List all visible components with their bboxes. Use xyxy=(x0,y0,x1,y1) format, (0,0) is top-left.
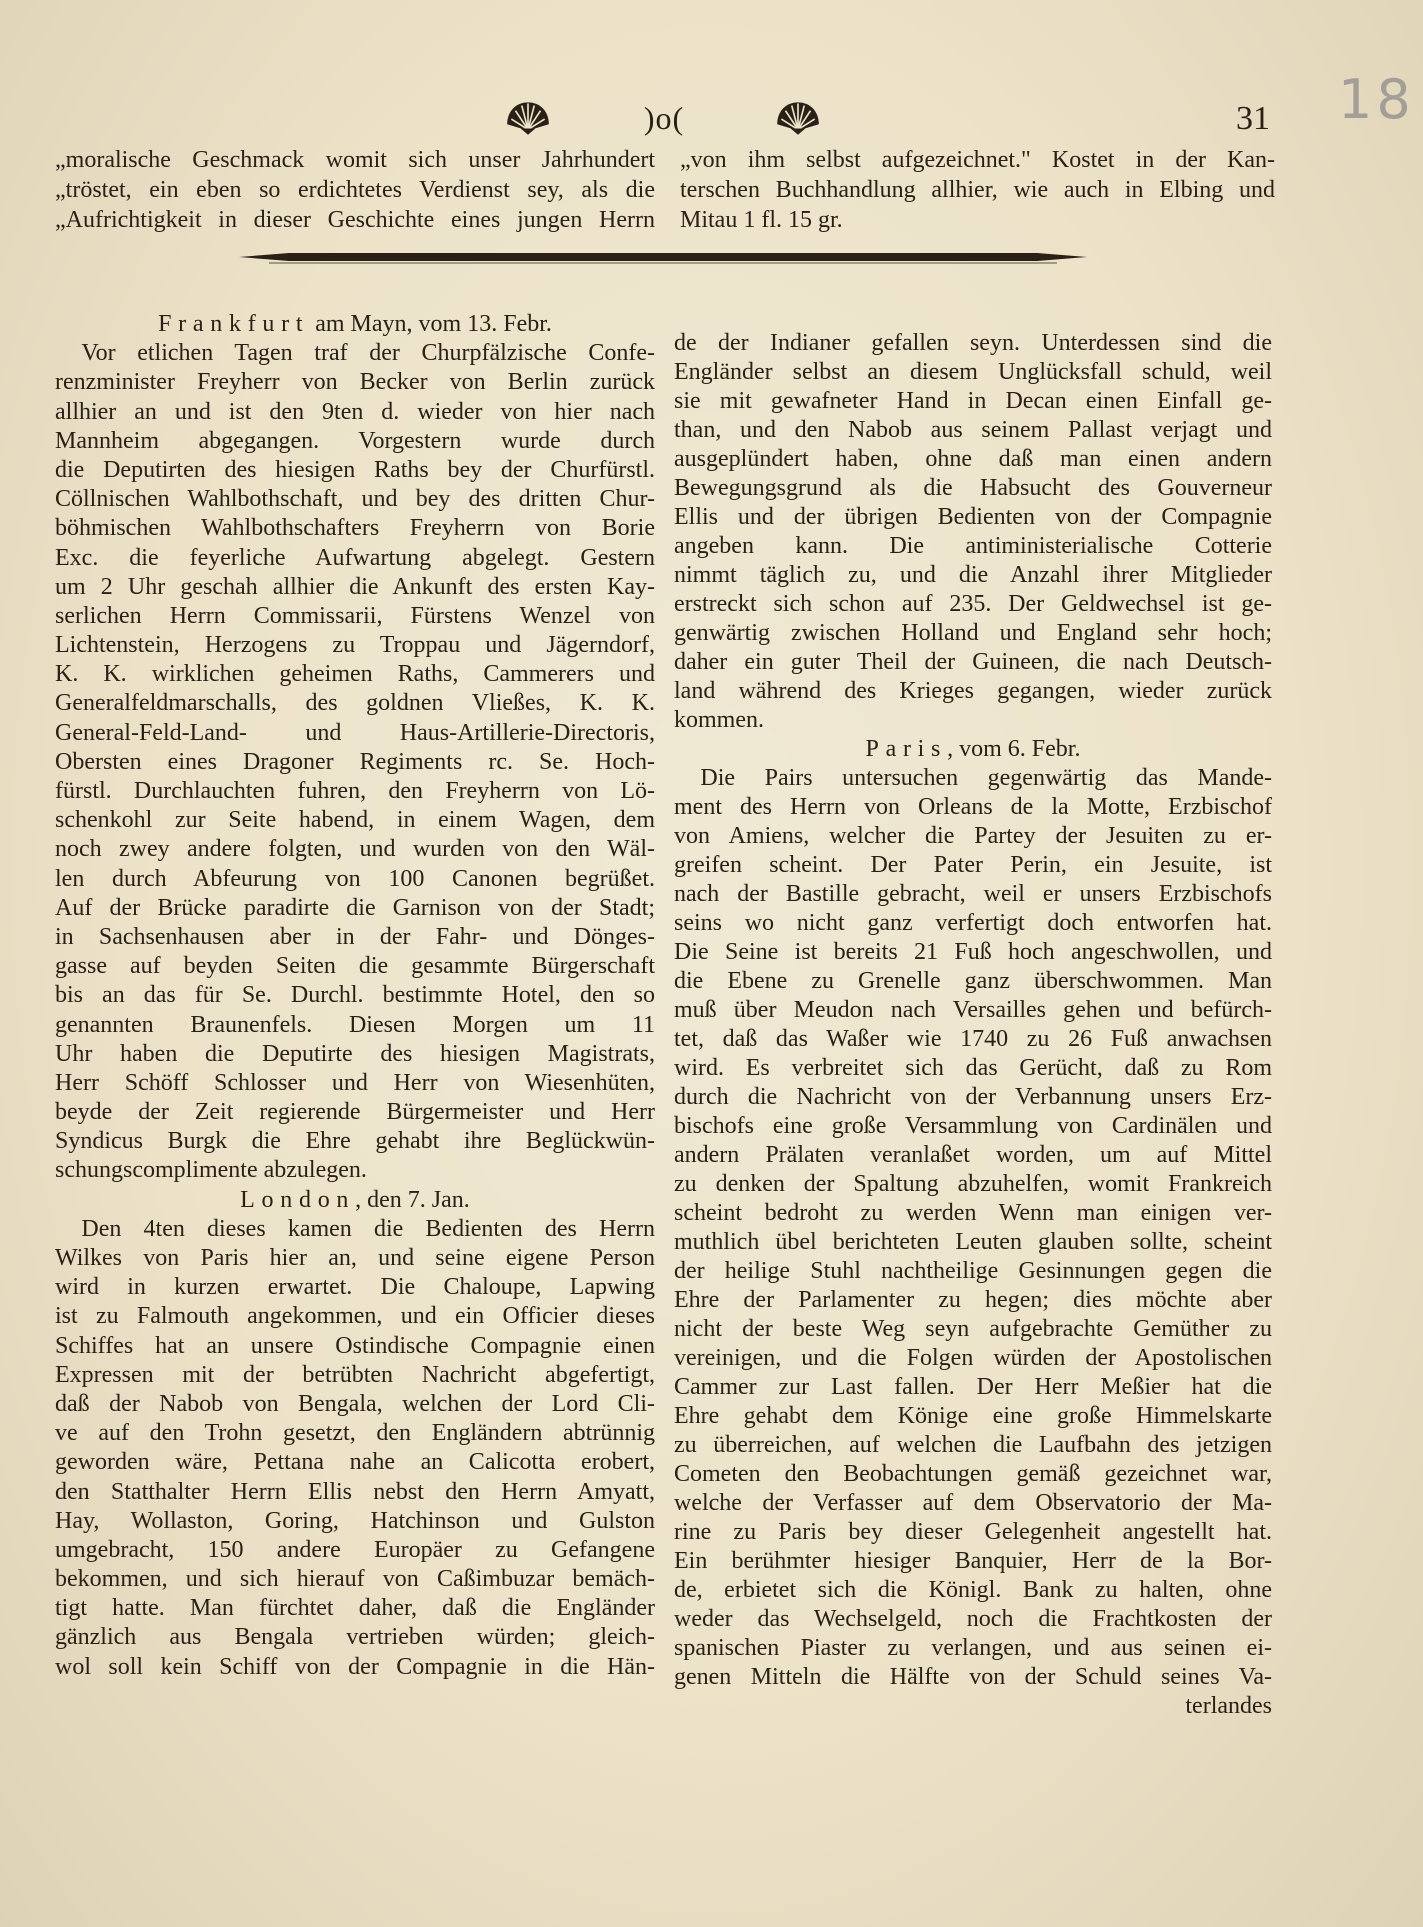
article-body-london-continued xyxy=(674,329,1272,735)
text-line: bischofs eine große Versammlung von Cardinälen und xyxy=(674,1113,1272,1139)
text-line: tet, daß das Waßer wie 1740 zu 26 Fuß anwachsen xyxy=(674,1026,1272,1052)
continued-text-left-column xyxy=(55,145,655,235)
text-line: Ellis und der übrigen Bedienten von der Compagnie xyxy=(674,504,1272,530)
text-line: nicht der beste Weg seyn aufgebrachte Gemüther zu xyxy=(674,1316,1272,1342)
text-line: Syndicus Burgk die Ehre gehabt ihre Beglückwün- xyxy=(55,1128,655,1155)
text-line: daß der Nabob von Bengala, welchen der Lord Cli- xyxy=(55,1390,655,1417)
text-line: ment des Herrn von Orleans de la Motte, Erzbischof xyxy=(674,794,1272,820)
text-line: seins wo nicht ganz verfertigt doch entworfen hat. xyxy=(674,910,1272,936)
text-line: Mannheim abgegangen. Vorgestern wurde durch xyxy=(55,427,655,454)
text-line: Vor etlichen Tagen traf der Churpfälzische Confe- xyxy=(81,340,655,367)
handwritten-archive-number: 18 xyxy=(1338,68,1415,131)
text-line: de, erbietet sich die Königl. Bank zu halten, ohne xyxy=(674,1577,1272,1603)
text-line: genannten Braunenfels. Diesen Morgen um 11 xyxy=(55,1011,655,1038)
text-line: schenkohl zur Seite habend, in einem Wagen, dem xyxy=(55,807,655,834)
dateline-place: London xyxy=(240,1186,356,1213)
text-line: böhmischen Wahlbothschafters Freyherrn von Borie xyxy=(55,515,655,542)
text-line: zu überreichen, auf welchen die Laufbahn des jetzigen xyxy=(674,1432,1272,1458)
text-line: Exc. die feyerliche Aufwartung abgelegt. Gestern xyxy=(55,544,655,571)
text-line: Herr Schöff Schlosser und Herr von Wiesenhüten, xyxy=(55,1069,655,1096)
text-line: erstreckt sich schon auf 235. Der Geldwechsel ist ge- xyxy=(674,591,1272,617)
text-line: muthlich übel berichteten Leuten glauben sollte, scheint xyxy=(674,1229,1272,1255)
text-line: scheint bedroht zu werden Wenn man einigen ver- xyxy=(674,1200,1272,1226)
text-line: in Sachsenhausen aber in der Fahr- und Dönges- xyxy=(55,923,655,950)
article-body-paris xyxy=(674,764,1272,1692)
text-line: genwärtig zwischen Holland und England sehr hoch; xyxy=(674,620,1272,646)
text-line: der heilige Stuhl nachtheilige Gesinnungen gegen die xyxy=(674,1258,1272,1284)
text-line: Die Seine ist bereits 21 Fuß hoch angeschwollen, und xyxy=(674,939,1272,965)
text-line: Uhr haben die Deputirte des hiesigen Magistrats, xyxy=(55,1040,655,1067)
text-line: len durch Abfeurung von 100 Canonen begrüßet. xyxy=(55,865,655,892)
text-line: muß über Meudon nach Versailles gehen und befürch- xyxy=(674,997,1272,1023)
text-line: than, und den Nabob aus seinem Pallast verjagt und xyxy=(674,417,1272,443)
text-line: Die Pairs untersuchen gegenwärtig das Mande- xyxy=(700,765,1272,791)
text-line: „Aufrichtigkeit in dieser Geschichte eines jungen Herrn xyxy=(55,207,655,233)
text-line: sie mit gewafneter Hand in Decan einen Einfall ge- xyxy=(674,388,1272,414)
text-line: ve auf den Trohn gesetzt, den Engländern abtrünnig xyxy=(55,1420,655,1447)
text-line: geworden wäre, Pettana nahe an Calicotta erobert, xyxy=(55,1449,655,1476)
dateline-place: Frankfurt xyxy=(158,311,310,337)
text-line: Cöllnischen Wahlbothschaft, und bey des dritten Chur- xyxy=(55,486,655,513)
right-column xyxy=(674,329,1272,1721)
text-line: General-Feld-Land- und Haus-Artillerie-Directoris, xyxy=(55,719,655,746)
text-line: die Ebene zu Grenelle ganz überschwommen. Man xyxy=(674,968,1272,994)
text-line: durch die Nachricht von der Verbannung unsers Erz- xyxy=(674,1084,1272,1110)
text-line: angeben kann. Die antiministerialische Cotterie xyxy=(674,533,1272,559)
text-line: rine zu Paris bey dieser Gelegenheit angestellt hat. xyxy=(674,1519,1272,1545)
text-line: andern Prälaten veranlaßet worden, um auf Mittel xyxy=(674,1142,1272,1168)
text-line: Wilkes von Paris hier an, und seine eigene Person xyxy=(55,1245,655,1271)
text-line: Bewegungsgrund als die Habsucht des Gouverneur xyxy=(674,475,1272,501)
text-line: renzminister Freyherr von Becker von Berlin zurück xyxy=(55,369,655,396)
text-line: beyde der Zeit regierende Bürgermeister und Herr xyxy=(55,1099,655,1126)
continued-paragraph xyxy=(680,145,1275,235)
text-line: kommen. xyxy=(674,707,764,733)
text-line: Engländer selbst an diesem Unglücksfall schuld, weil xyxy=(674,359,1272,385)
text-line: Lichtenstein, Herzogens zu Troppau und Jägerndorf, xyxy=(55,632,655,659)
text-line: daher ein guter Theil der Guineen, die nach Deutsch- xyxy=(674,649,1272,675)
text-line: Ehre gehabt dem Könige eine große Himmelskarte xyxy=(674,1403,1272,1429)
text-line: Expressen mit der betrübten Nachricht abgefertigt, xyxy=(55,1361,655,1388)
text-line: bis an das für Se. Durchl. bestimmte Hotel, den so xyxy=(55,982,655,1009)
text-line: genen Mitteln die Hälfte von der Schuld seines Va- xyxy=(674,1664,1272,1690)
text-line: „von ihm selbst aufgezeichnet." Kostet in der Kan- xyxy=(680,147,1275,173)
shell-fleuron-icon xyxy=(773,98,823,136)
dateline-date: , den 7. Jan. xyxy=(355,1186,470,1213)
text-line: welche der Verfasser auf dem Observatorio der Ma- xyxy=(674,1490,1272,1516)
text-line: von Amiens, welcher die Partey der Jesuiten zu er- xyxy=(674,823,1272,849)
text-line: den Statthalter Herrn Ellis nebst den Herrn Amyatt, xyxy=(55,1478,655,1505)
text-line: zu denken der Spaltung abzuhelfen, womit Frankreich xyxy=(674,1171,1272,1197)
catchword: terlandes xyxy=(1185,1693,1272,1719)
text-line: Mitau 1 fl. 15 gr. xyxy=(680,207,843,233)
dateline-date: , vom 6. Febr. xyxy=(947,736,1081,762)
text-line: spanischen Piaster zu verlangen, und aus seinen ei- xyxy=(674,1635,1272,1661)
text-line: Auf der Brücke paradirte die Garnison von der Stadt; xyxy=(55,894,655,921)
text-line: serlichen Herrn Commissarii, Fürstens Wenzel von xyxy=(55,602,655,629)
text-line: wird. Es verbreitet sich das Gerücht, daß zu Rom xyxy=(674,1055,1272,1081)
text-line: terschen Buchhandlung allhier, wie auch in Elbing und xyxy=(680,177,1275,203)
text-line: schungscomplimente abzulegen. xyxy=(55,1157,367,1184)
dateline-place: Paris xyxy=(865,736,948,762)
text-line: „moralische Geschmack womit sich unser Jahrhundert xyxy=(55,147,655,173)
text-line: gasse auf beyden Seiten die gesammte Bürgerschaft xyxy=(55,953,655,980)
article-heading-london xyxy=(55,1186,655,1215)
article-heading-paris xyxy=(674,735,1272,764)
article-body-frankfurt xyxy=(55,339,655,1185)
continued-paragraph xyxy=(55,145,655,235)
text-line: Ein berühmter hiesiger Banquier, Herr de la Bor- xyxy=(674,1548,1272,1574)
text-line: Generalfeldmarschalls, des goldnen Vließes, K. K. xyxy=(55,690,655,717)
text-line: gänzlich aus Bengala vertrieben würden; gleich- xyxy=(55,1624,655,1651)
text-line: wird in kurzen erwartet. Die Chaloupe, Lapwing xyxy=(55,1274,655,1301)
text-line: land während des Krieges gegangen, wieder zurück xyxy=(674,678,1272,704)
text-line: fürstl. Durchlauchten fuhren, den Freyherrn von Lö- xyxy=(55,778,655,804)
text-line: Cammer zur Last fallen. Der Herr Meßier hat die xyxy=(674,1374,1272,1400)
article-body-london xyxy=(55,1215,655,1682)
text-line: allhier an und ist den 9ten d. wieder von hier nach xyxy=(55,398,655,425)
text-line: K. K. wirklichen geheimen Raths, Cammerers und xyxy=(55,661,655,688)
text-line: Cometen den Beobachtungen gemäß gezeichnet war, xyxy=(674,1461,1272,1487)
text-line: ist zu Falmouth angekommen, und ein Officier dieses xyxy=(55,1303,655,1330)
text-line: bekommen, und sich hierauf von Caßimbuzar bemäch- xyxy=(55,1566,655,1593)
article-heading-frankfurt xyxy=(55,310,655,339)
text-line: Ehre der Parlamenter zu hegen; dies möchte aber xyxy=(674,1287,1272,1313)
text-line: nach der Bastille gebracht, weil er unsers Erzbischofs xyxy=(674,881,1272,907)
text-line: tigt hatte. Man fürchtet daher, daß die Engländer xyxy=(55,1595,655,1622)
continued-text-right-column xyxy=(680,145,1275,235)
text-line: greifen scheint. Der Pater Perin, ein Jesuite, ist xyxy=(674,852,1272,878)
center-ornament: )o( xyxy=(643,100,685,136)
text-line: Obersten eines Dragoner Regiments rc. Se. Hoch- xyxy=(55,748,655,775)
text-line: Den 4ten dieses kamen die Bedienten des Herrn xyxy=(81,1215,655,1242)
text-line: „tröstet, ein eben so erdichtetes Verdienst sey, als die xyxy=(55,177,655,203)
text-line: wol soll kein Schiff von der Compagnie in die Hän- xyxy=(55,1653,655,1680)
text-line: vereinigen, und die Folgen würden der Apostolischen xyxy=(674,1345,1272,1371)
text-line: die Deputirten des hiesigen Raths bey der Churfürstl. xyxy=(55,456,655,483)
dateline-date: am Mayn, vom 13. Febr. xyxy=(309,311,552,337)
text-line: nimmt täglich zu, und die Anzahl ihrer Mitglieder xyxy=(674,562,1272,588)
text-line: umgebracht, 150 andere Europäer zu Gefangene xyxy=(55,1536,655,1563)
text-line: Hay, Wollaston, Goring, Hatchinson und Gulston xyxy=(55,1507,655,1534)
left-column xyxy=(55,310,655,1682)
page-number: 31 xyxy=(1236,100,1270,137)
text-line: weder das Wechselgeld, noch die Frachtkosten der xyxy=(674,1606,1272,1632)
swelled-rule-divider xyxy=(239,250,1087,264)
text-line: de der Indianer gefallen seyn. Unterdessen sind die xyxy=(674,330,1272,356)
text-line: noch zwey andere folgten, und wurden von den Wäl- xyxy=(55,836,655,863)
text-line: um 2 Uhr geschah allhier die Ankunft des ersten Kay- xyxy=(55,573,655,600)
shell-fleuron-icon xyxy=(503,98,553,136)
text-line: Schiffes hat an unsere Ostindische Compagnie einen xyxy=(55,1332,655,1359)
text-line: ausgeplündert haben, ohne daß man einen andern xyxy=(674,446,1272,472)
